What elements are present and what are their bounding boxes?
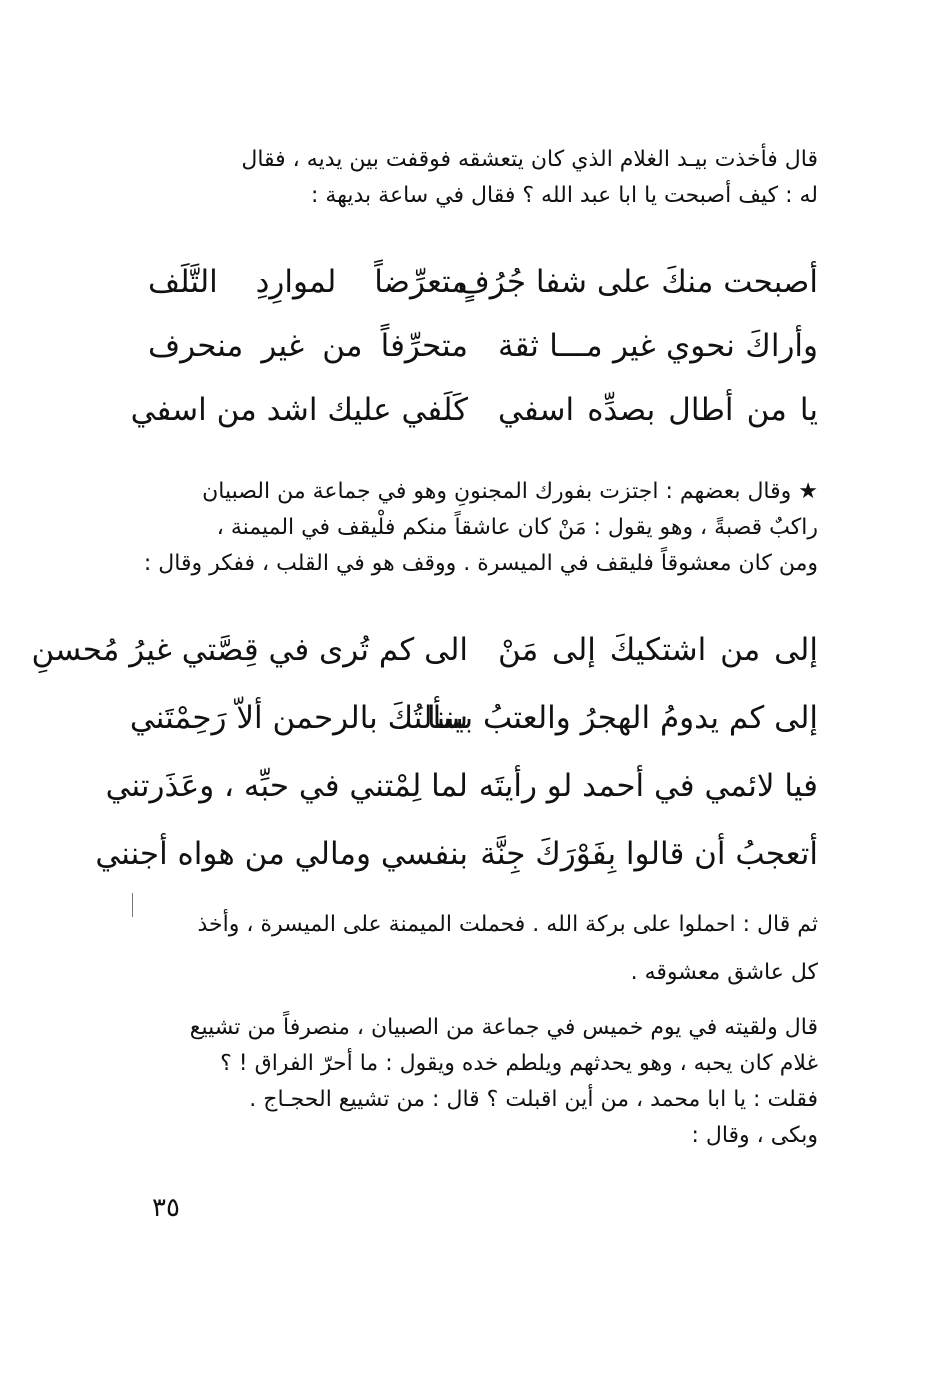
verse-first-hemistich: إلى كم يدومُ الهجرُ والعتبُ بيننا	[427, 700, 818, 736]
text-line: له : كيف أصبحت يا ابا عبد الله ؟ فقال في ساعة بديهة :	[311, 183, 818, 208]
verse-first-hemistich: يا من أطال بصدِّه اسفي	[498, 392, 818, 428]
verse	[148, 314, 818, 378]
star-marker: ★	[798, 479, 818, 504]
verse	[105, 752, 818, 820]
verse-second-hemistich: سألتُكَ بالرحمن ألاّ رَحِمْتَني	[129, 700, 468, 736]
text-line: غلام كان يحبه ، وهو يحدثهم ويلطم خده ويقول : ما أحرّ الفراق ! ؟	[220, 1051, 818, 1076]
verse	[31, 616, 818, 684]
verse-first-hemistich: وأراكَ نحوي غير مـــا ثقة	[498, 328, 818, 364]
verse-second-hemistich: متحرِّفاً من غير منحرف	[148, 328, 468, 364]
verse-second-hemistich: متعرِّضاً لموارِدِ التَّلَف	[148, 264, 468, 300]
paragraph-2	[143, 474, 818, 582]
verse-second-hemistich: لما لِمْتني في حبِّه ، وعَذَرتني	[105, 768, 468, 804]
text-line: راكبٌ قصبةً ، وهو يقول : مَنْ كان عاشقاً منكم فلْيقف في الميمنة ،	[216, 515, 818, 540]
verse	[129, 684, 818, 752]
verse-second-hemistich: كَلَفي عليك اشد من اسفي	[130, 392, 468, 428]
text-line: ومن كان معشوقاً فليقف في الميسرة . ووقف هو في القلب ، ففكر وقال :	[143, 551, 818, 576]
text-line: فقلت : يا ابا محمد ، من أين اقبلت ؟ قال : من تشييع الحجـاج .	[249, 1087, 818, 1112]
paragraph-1	[148, 142, 818, 214]
poem-2	[31, 616, 818, 888]
verse	[95, 820, 818, 888]
verse-second-hemistich: بنفسي ومالي من هواه أجنني	[95, 836, 468, 872]
verse-first-hemistich: أتعجبُ أن قالوا بِفَوْرَكَ جِنَّة	[480, 836, 818, 872]
text-line: قال فأخذت بيـد الغلام الذي كان يتعشقه فوقفت بين يديه ، فقال	[241, 147, 818, 172]
margin-mark	[132, 893, 133, 917]
text-line: ثم قال : احملوا على بركة الله . فحملت الميمنة على الميسرة ، وأخذ	[197, 912, 818, 937]
poem-1	[130, 250, 818, 442]
text-line: كل عاشق معشوقه .	[630, 960, 818, 985]
text-line-content: وقال بعضهم : اجتزت بفورك المجنونِ وهو في جماعة من الصبيان	[202, 479, 792, 504]
text-line: وبكى ، وقال :	[691, 1123, 818, 1148]
verse	[130, 378, 818, 442]
text-line	[148, 474, 818, 510]
page-number: ٣٥	[152, 1193, 180, 1223]
paragraph-4	[148, 1010, 818, 1154]
verse-first-hemistich: فيا لائمي في أحمد لو رأيتَه	[478, 768, 818, 804]
verse-first-hemistich: إلى من اشتكيكَ إلى مَنْ	[498, 632, 818, 668]
verse-second-hemistich: الى كم تُرى في قِصَّتي غيرُ مُحسنِ	[31, 632, 468, 668]
paragraph-3	[148, 901, 818, 997]
verse	[148, 250, 818, 314]
text-line: قال ولقيته في يوم خميس في جماعة من الصبيان ، منصرفاً من تشييع	[189, 1015, 818, 1040]
verse-first-hemistich: أصبحت منكَ على شفا جُرُفٍ	[457, 264, 818, 300]
